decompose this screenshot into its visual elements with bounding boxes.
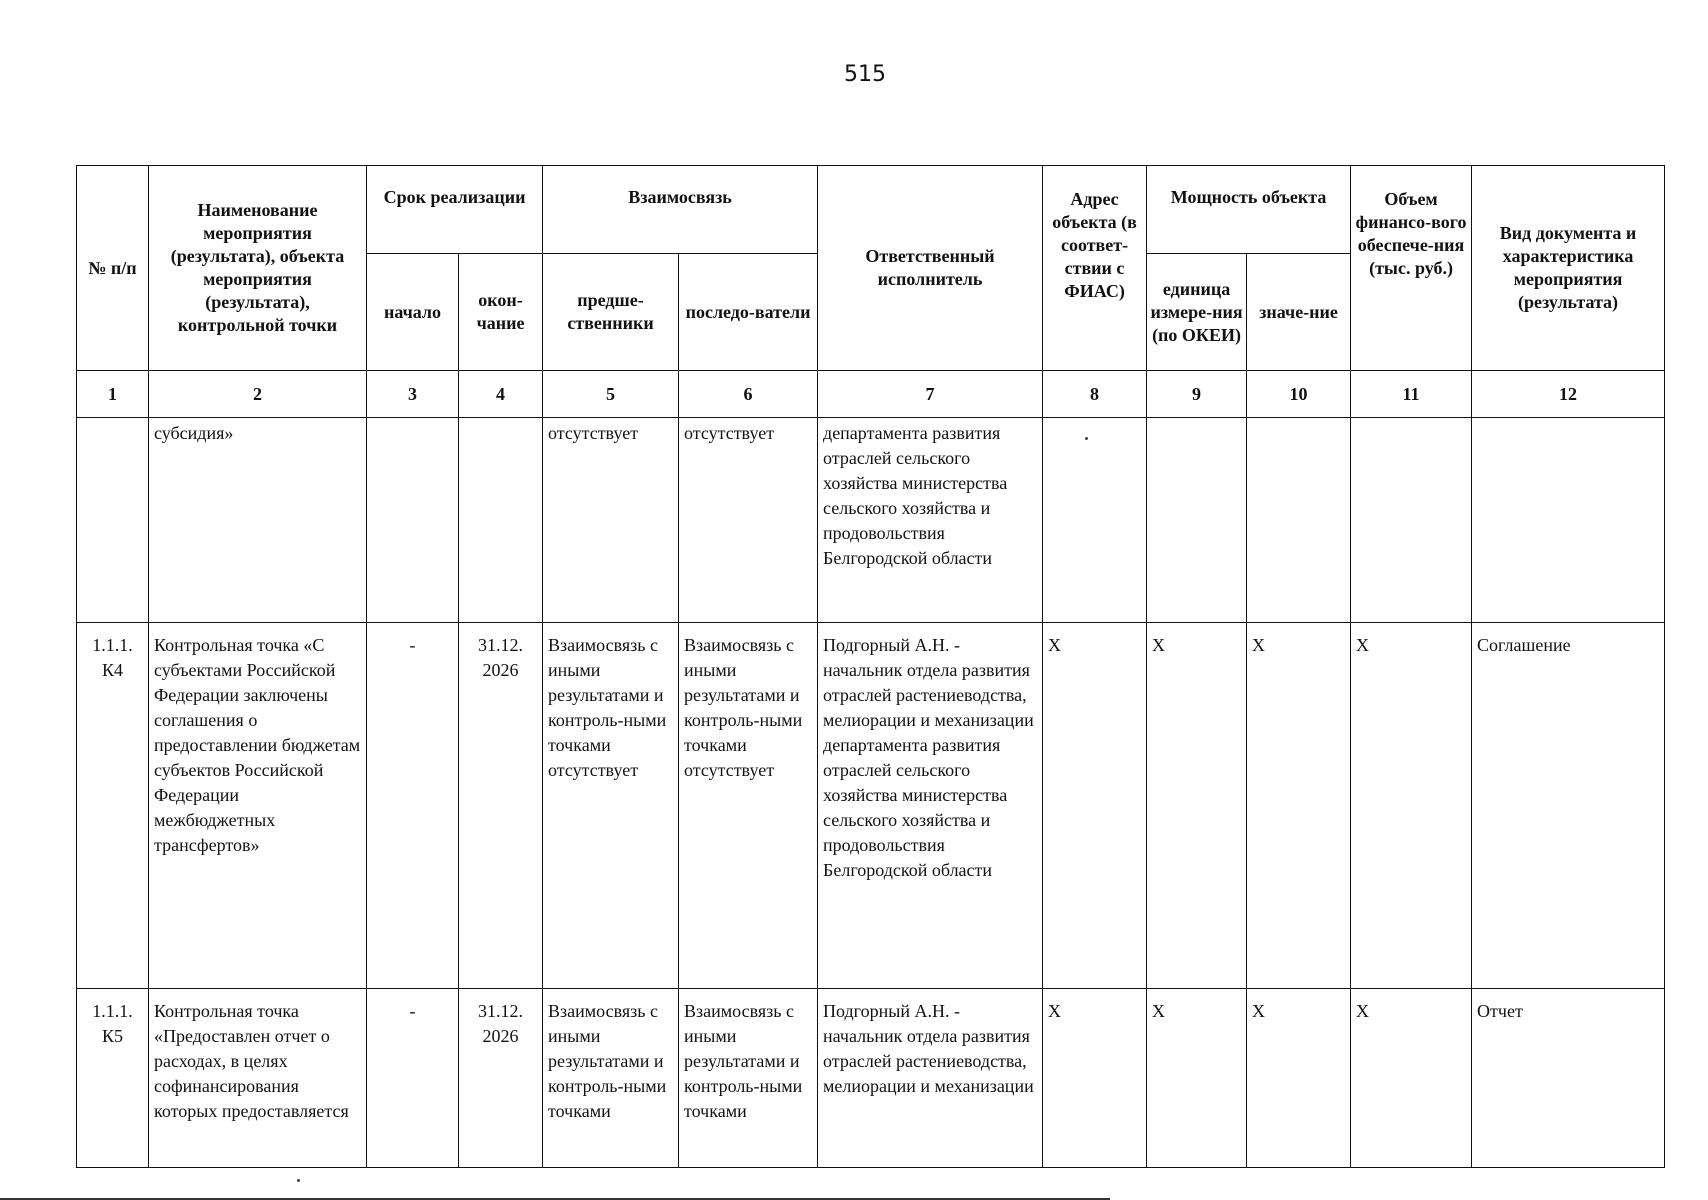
cell-name: Контрольная точка «С субъектами Российской Федерации заключены соглашения о предоставлении бюджетам субъектов Российской Федерации межбюджетных трансфертов»	[149, 623, 367, 989]
cell-num: 1.1.1. К5	[77, 989, 149, 1168]
cell-finance	[1351, 418, 1472, 623]
header-responsible: Ответственный исполнитель	[818, 166, 1043, 371]
column-number: 7	[818, 371, 1043, 418]
header-name: Наименование мероприятия (результата), объекта мероприятия (результата), контрольной точки	[149, 166, 367, 371]
cell-end: 31.12. 2026	[459, 989, 543, 1168]
cell-finance: X	[1351, 989, 1472, 1168]
cell-end: 31.12. 2026	[459, 623, 543, 989]
cell-responsible: департамента развития отраслей сельского хозяйства министерства сельского хозяйства и продовольствия Белгородской области	[818, 418, 1043, 623]
header-capacity-value: значе-ние	[1247, 254, 1351, 371]
cell-next: отсутствует	[679, 418, 818, 623]
column-number: 11	[1351, 371, 1472, 418]
cell-num	[77, 418, 149, 623]
scan-speck	[297, 1179, 300, 1182]
cell-start: -	[367, 989, 459, 1168]
page-number: 515	[844, 62, 886, 87]
column-number: 8	[1043, 371, 1147, 418]
column-number: 12	[1472, 371, 1665, 418]
cell-doc: Соглашение	[1472, 623, 1665, 989]
cell-next: Взаимосвязь с иными результатами и контроль-ными точками	[679, 989, 818, 1168]
plan-table	[76, 165, 1665, 1168]
cell-name: субсидия»	[149, 418, 367, 623]
column-number: 4	[459, 371, 543, 418]
table-row	[77, 989, 1665, 1168]
cell-doc: Отчет	[1472, 989, 1665, 1168]
cell-prev: Взаимосвязь с иными результатами и контроль-ными точками	[543, 989, 679, 1168]
cell-start	[367, 418, 459, 623]
cell-doc	[1472, 418, 1665, 623]
cell-name: Контрольная точка «Предоставлен отчет о расходах, в целях софинансирования которых предоставляется	[149, 989, 367, 1168]
header-capacity: Мощность объекта	[1147, 166, 1351, 254]
header-term-end: окон-чание	[459, 254, 543, 371]
cell-unit	[1147, 418, 1247, 623]
header-capacity-unit: единица измере-ния (по ОКЕИ)	[1147, 254, 1247, 371]
header-doc-type: Вид документа и характеристика мероприятия (результата)	[1472, 166, 1665, 371]
cell-value: X	[1247, 989, 1351, 1168]
cell-responsible: Подгорный А.Н. - начальник отдела развития отраслей растениеводства, мелиорации и механизации	[818, 989, 1043, 1168]
cell-value: X	[1247, 623, 1351, 989]
cell-num: 1.1.1. К4	[77, 623, 149, 989]
column-number: 3	[367, 371, 459, 418]
header-term-start: начало	[367, 254, 459, 371]
header-finance: Объем финансо-вого обеспече-ния (тыс. руб.)	[1351, 166, 1472, 371]
cell-address: X	[1043, 623, 1147, 989]
cell-unit: X	[1147, 623, 1247, 989]
scan-speck	[1085, 437, 1088, 440]
cell-next: Взаимосвязь с иными результатами и контроль-ными точками отсутствует	[679, 623, 818, 989]
column-number: 10	[1247, 371, 1351, 418]
cell-start: -	[367, 623, 459, 989]
cell-finance: X	[1351, 623, 1472, 989]
cell-responsible: Подгорный А.Н. - начальник отдела развития отраслей растениеводства, мелиорации и механизации департамента развития отраслей сельского хозяйства министерства сельского хозяйства и продовольствия Белгородской области	[818, 623, 1043, 989]
column-number: 1	[77, 371, 149, 418]
cell-address	[1043, 418, 1147, 623]
table-row	[77, 623, 1665, 989]
column-number: 9	[1147, 371, 1247, 418]
column-number: 6	[679, 371, 818, 418]
column-number: 5	[543, 371, 679, 418]
cell-end	[459, 418, 543, 623]
cell-unit: X	[1147, 989, 1247, 1168]
column-number: 2	[149, 371, 367, 418]
header-link-next: последо-ватели	[679, 254, 818, 371]
table-row	[77, 418, 1665, 623]
header-link: Взаимосвязь	[543, 166, 818, 254]
cell-prev: отсутствует	[543, 418, 679, 623]
header-link-prev: предше-ственники	[543, 254, 679, 371]
header-address: Адрес объекта (в соответ-ствии с ФИАС)	[1043, 166, 1147, 371]
cell-prev: Взаимосвязь с иными результатами и контроль-ными точками отсутствует	[543, 623, 679, 989]
cell-address: X	[1043, 989, 1147, 1168]
header-term: Срок реализации	[367, 166, 543, 254]
header-num: № п/п	[77, 166, 149, 371]
cell-value	[1247, 418, 1351, 623]
